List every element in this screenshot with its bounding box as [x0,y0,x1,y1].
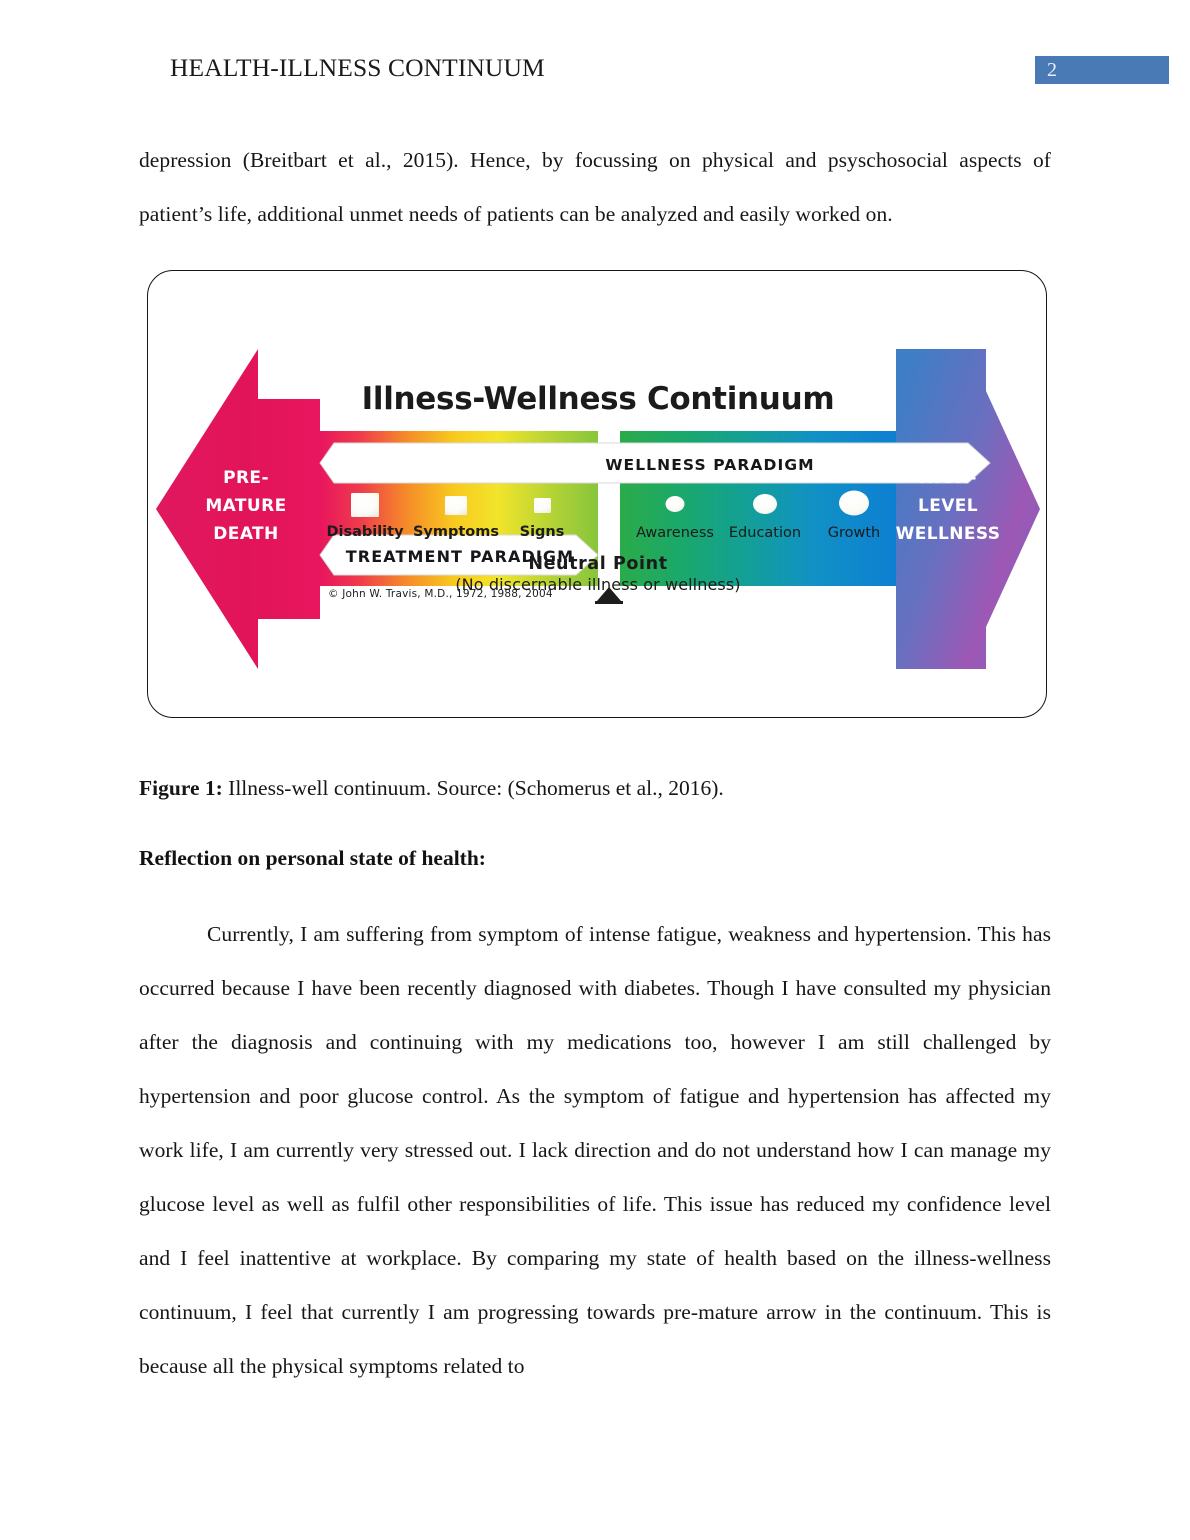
continuum-graphic [148,271,1047,718]
marker-growth [839,491,869,516]
header-title: HEALTH-ILLNESS CONTINUUM [170,53,545,82]
section-heading: Reflection on personal state of health: [139,846,486,870]
paragraph-2 [139,907,1051,1393]
marker-symptoms [445,496,467,515]
label-education: Education [728,525,802,541]
label-disability: Disability [326,524,404,540]
figure-caption-text: Illness-well continuum. Source: (Schomerus et al., 2016). [222,776,724,800]
high-level-wellness-line-2: LEVEL [917,496,979,516]
paragraph-2-block [139,907,1051,1393]
wellness-paradigm-label: WELLNESS PARADIGM [605,456,815,474]
marker-education [753,494,777,514]
figure-container [147,270,1047,718]
illness-wellness-continuum-diagram [148,271,1047,718]
paragraph-2-text: Currently, I am suffering from symptom of intense fatigue, weakness and hypertension. This has occurred because I have been recently diagnosed with diabetes. Though I have consulted my physician after the diagnosis and continuing with my medications too, however I am still challenged by hypertension and poor glucose control. As the symptom of fatigue and hypertension has affected my work life, I am currently very stressed out. I lack direction and do not understand how I can manage my glucose level as well as fulfil other responsibilities of life. This issue has reduced my confidence level and I feel inattentive at workplace. By comparing my state of health based on the illness-wellness continuum, I feel that currently I am progressing towards pre-mature arrow in the continuum. This is because all the physical symptoms related to [139,922,1051,1378]
page-number: 2 [1047,59,1057,81]
figure-caption [139,773,1051,803]
figure-caption-label: Figure 1: [139,776,223,800]
treatment-paradigm-label: TREATMENT PARADIGM [345,547,575,566]
high-level-wellness-line-3: WELLNESS [895,524,1001,544]
neutral-point-subtitle: (No discernable illness or wellness) [455,575,741,594]
premature-death-line-3: DEATH [213,524,279,544]
copyright-notice: © John W. Travis, M.D., 1972, 1988, 2004 [328,588,553,600]
label-growth: Growth [827,525,881,541]
paragraph-1: depression (Breitbart et al., 2015). Hence, by focussing on physical and psyschosocial aspects of patient’s life, additional unmet needs of patients can be analyzed and easily worked on. [139,148,1051,226]
document-header [0,52,1190,92]
label-awareness: Awareness [636,525,714,541]
section-heading-block [139,843,1051,873]
premature-death-line-1: PRE- [223,468,269,488]
marker-disability [351,493,379,517]
paragraph-1-block [139,133,1051,241]
neutral-point-caption [148,554,1047,595]
high-level-wellness-line-1: HIGH- [919,468,977,488]
marker-signs [534,498,551,513]
marker-awareness [666,496,685,512]
neutral-point-title: Neutral Point [528,554,668,574]
diagram-title: Illness-Wellness Continuum [361,381,835,417]
label-signs: Signs [519,524,565,540]
label-symptoms: Symptoms [412,524,500,540]
premature-death-line-2: MATURE [205,496,287,516]
figure-caption-block [139,773,1051,803]
